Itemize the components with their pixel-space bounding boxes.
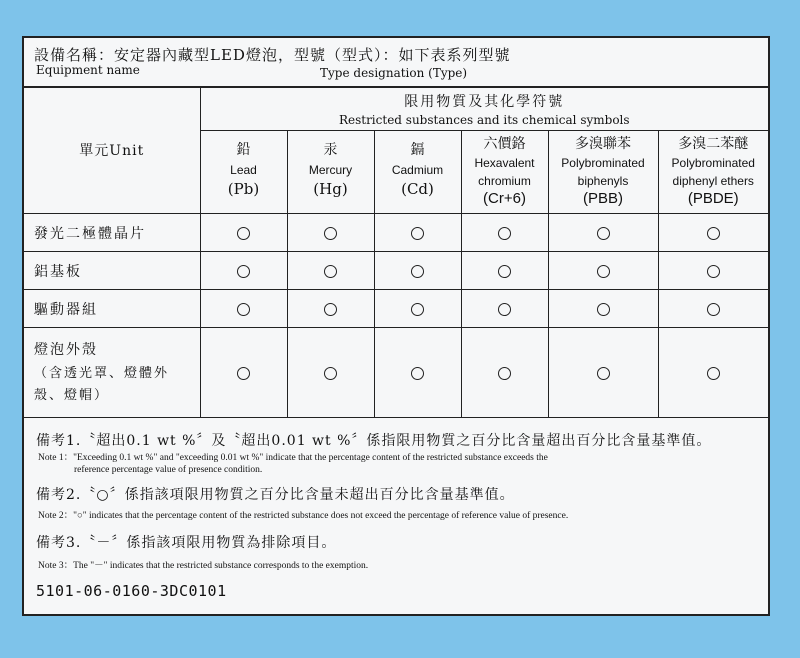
status-mark-cell — [548, 214, 658, 252]
status-mark-cell — [374, 252, 461, 290]
not-exceeded-mark — [498, 227, 511, 240]
table-row — [24, 328, 768, 418]
equipment-title-zh: 設備名稱：安定器內藏型LED燈泡，型號（型式）：如下表系列型號 — [34, 46, 511, 64]
substance-lead — [200, 131, 287, 214]
substance-symbol: (Cr+6) — [483, 190, 526, 207]
substance-en: Lead — [230, 163, 257, 177]
status-mark-cell — [287, 290, 374, 328]
status-mark-cell — [374, 214, 461, 252]
status-mark-cell — [461, 214, 548, 252]
substance-symbol: (Hg) — [313, 180, 348, 198]
row-label-main: 燈泡外殼 — [34, 341, 98, 358]
note-1-zh: 備考1.〝超出0.1 wt %〞及〝超出0.01 wt %〞係指限用物質之百分比含量超出百分比含量基準值。 — [36, 433, 712, 449]
status-mark-cell — [548, 290, 658, 328]
row-label: 鋁基板 — [24, 252, 200, 290]
row-label — [24, 328, 200, 418]
substance-cadmium — [374, 131, 461, 214]
equipment-header — [24, 38, 768, 88]
status-mark-cell — [548, 328, 658, 418]
status-mark-cell — [658, 328, 768, 418]
table-row — [24, 252, 768, 290]
not-exceeded-mark — [411, 303, 424, 316]
substance-en: Mercury — [308, 163, 353, 177]
substance-mercury — [287, 131, 374, 214]
restricted-zh: 限用物質及其化學符號 — [404, 94, 565, 110]
substance-zh: 鉛 — [236, 142, 251, 158]
notes-section — [36, 430, 760, 572]
unit-header: 單元Unit — [24, 86, 200, 214]
not-exceeded-mark — [237, 265, 250, 278]
note-2-zh: 備考2.〝○〞係指該項限用物質之百分比含量未超出百分比含量基準值。 — [36, 487, 515, 503]
row-label-note: 殼、燈帽） — [34, 387, 110, 403]
status-mark-cell — [200, 290, 287, 328]
not-exceeded-mark — [324, 227, 337, 240]
not-exceeded-mark — [597, 265, 610, 278]
status-mark-cell — [200, 214, 287, 252]
substance-symbol: (Pb) — [227, 180, 260, 198]
not-exceeded-mark — [707, 367, 720, 380]
not-exceeded-mark — [411, 367, 424, 380]
status-mark-cell — [461, 328, 548, 418]
status-mark-cell — [287, 252, 374, 290]
not-exceeded-mark — [498, 265, 511, 278]
substance-zh: 汞 — [323, 142, 338, 158]
not-exceeded-mark — [324, 367, 337, 380]
not-exceeded-mark — [707, 227, 720, 240]
not-exceeded-mark — [707, 303, 720, 316]
not-exceeded-mark — [237, 227, 250, 240]
status-mark-cell — [658, 252, 768, 290]
not-exceeded-mark — [324, 265, 337, 278]
equipment-name-en: Equipment name — [36, 63, 140, 77]
row-label: 發光二極體晶片 — [24, 214, 200, 252]
status-mark-cell — [287, 328, 374, 418]
not-exceeded-mark — [411, 227, 424, 240]
substance-symbol: (PBB) — [582, 190, 623, 207]
note-1-en: Note 1："Exceeding 0.1 wt %" and "exceeding 0.01 wt %" indicate that the percentage content of the restricted substance exceeds the — [38, 453, 548, 463]
status-mark-cell — [374, 328, 461, 418]
status-mark-cell — [287, 214, 374, 252]
status-mark-cell — [658, 290, 768, 328]
table-row — [24, 290, 768, 328]
document-code: 5101-06-0160-3DC0101 — [36, 582, 227, 600]
status-mark-cell — [200, 252, 287, 290]
substance-zh: 多溴二苯醚 — [678, 136, 749, 152]
substance-symbol: (Cd) — [401, 180, 434, 198]
not-exceeded-mark — [498, 367, 511, 380]
substance-zh: 鎘 — [410, 142, 425, 158]
substance-zh: 多溴聯苯 — [575, 136, 631, 152]
restricted-en: Restricted substances and its chemical symbols — [338, 113, 630, 127]
not-exceeded-mark — [237, 367, 250, 380]
note-2-en: Note 2："○" indicates that the percentage content of the restricted substance does not exceed the percentage of reference value of presence. — [38, 511, 569, 521]
row-label: 驅動器組 — [24, 290, 200, 328]
status-mark-cell — [200, 328, 287, 418]
substance-zh: 六價鉻 — [483, 136, 526, 152]
not-exceeded-mark — [597, 367, 610, 380]
rohs-declaration-card — [22, 36, 770, 616]
substance-en: diphenyl ethers — [672, 174, 754, 188]
not-exceeded-mark — [324, 303, 337, 316]
row-label-note: （含透光罩、燈體外 — [34, 365, 170, 381]
substance-en: biphenyls — [577, 174, 629, 188]
status-mark-cell — [374, 290, 461, 328]
not-exceeded-mark — [597, 303, 610, 316]
not-exceeded-mark — [498, 303, 511, 316]
note-3-en: Note 3：The "－" indicates that the restricted substance corresponds to the exemption. — [38, 561, 369, 571]
status-mark-cell — [461, 290, 548, 328]
restricted-substances-header — [200, 86, 768, 131]
substance-pbde — [658, 131, 768, 214]
substance-en: Hexavalent — [474, 156, 535, 170]
status-mark-cell — [658, 214, 768, 252]
type-designation-en: Type designation (Type) — [320, 66, 468, 80]
not-exceeded-mark — [411, 265, 424, 278]
substance-en: Polybrominated — [561, 156, 645, 170]
substance-en: Polybrominated — [671, 156, 755, 170]
substance-hexavalent-chromium — [461, 131, 548, 214]
not-exceeded-mark — [597, 227, 610, 240]
note-3-zh: 備考3.〝－〞係指該項限用物質為排除項目。 — [36, 535, 337, 551]
table-row — [24, 214, 768, 252]
note-1-en-cont: reference percentage value of presence condition. — [74, 465, 263, 475]
substance-en: Cadmium — [391, 163, 444, 177]
status-mark-cell — [548, 252, 658, 290]
status-mark-cell — [461, 252, 548, 290]
restricted-substances-table — [24, 86, 768, 418]
not-exceeded-mark — [707, 265, 720, 278]
substance-en: chromium — [478, 174, 531, 188]
substance-pbb — [548, 131, 658, 214]
not-exceeded-mark — [237, 303, 250, 316]
substance-symbol: (PBDE) — [687, 190, 739, 207]
